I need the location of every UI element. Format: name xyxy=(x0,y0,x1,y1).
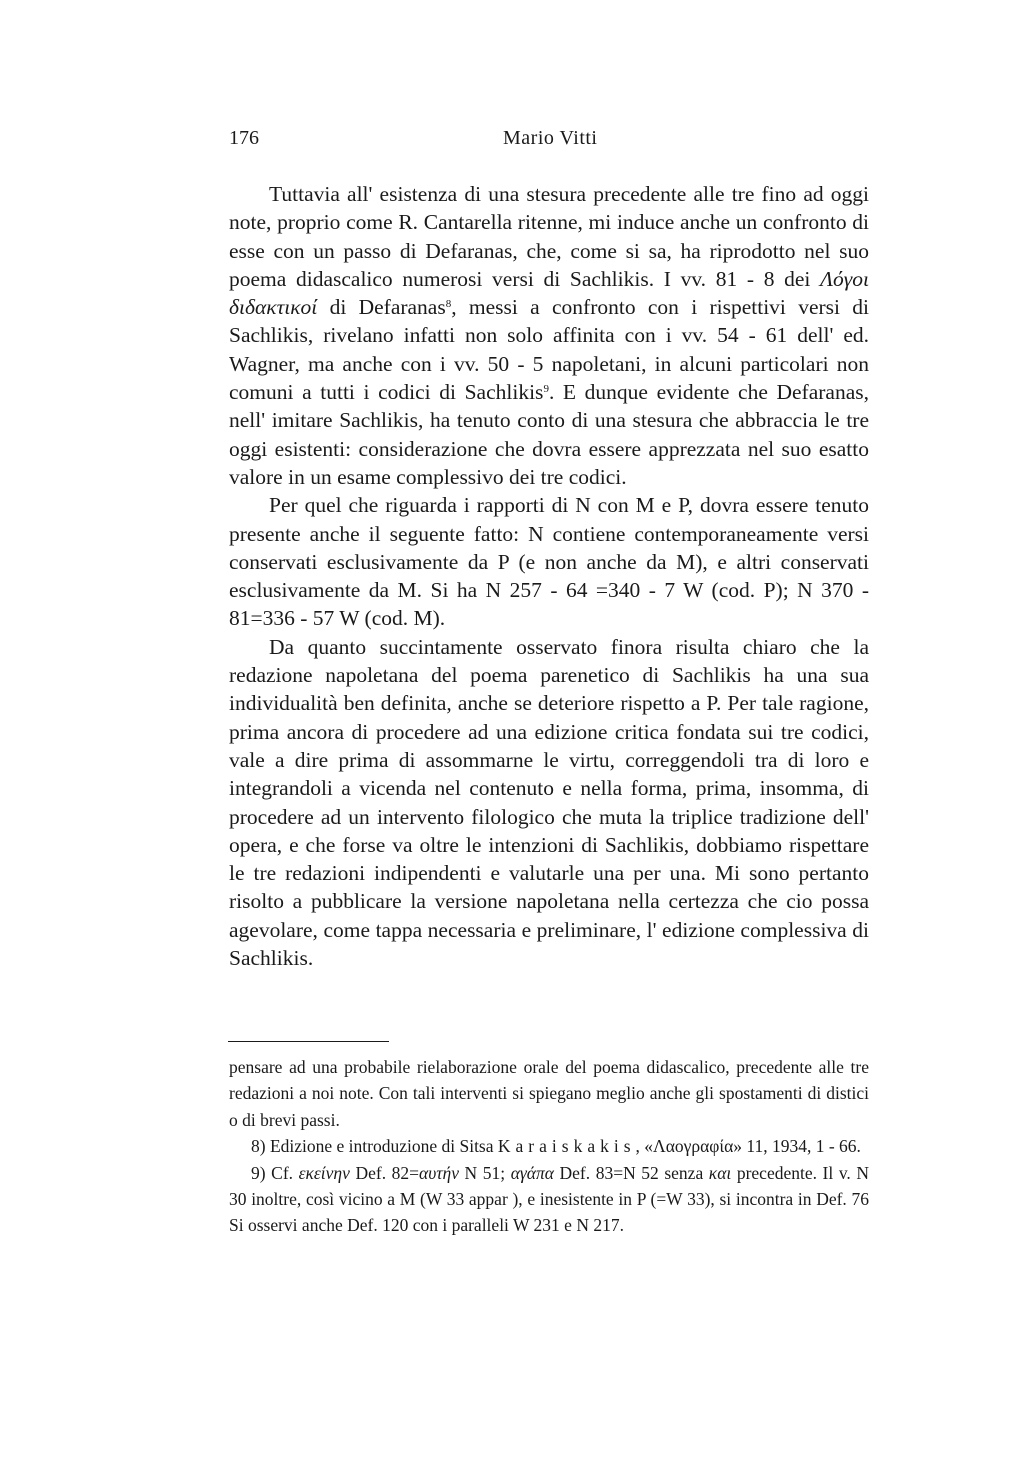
footnote-8-text-b: , «Λαογραφία» 11, 1934, 1 - 66. xyxy=(635,1136,861,1157)
footnote-9 xyxy=(229,1160,869,1239)
footnote-continuation: pensare ad una probabile rielaborazione orale del poema didascalico, precedente alle tre redazioni a noi note. Con tali interventi si spiegano meglio anche gli spostamenti di distici o di brevi passi. xyxy=(229,1057,869,1130)
paragraph-1-text-d: . E dunque evidente che Defaranas, nell' imitare Sachlikis, ha tenuto conto di una stesura che abbraccia le tre oggi esistenti: considerazione che dovra essere apprezzata nel suo esatto valore in un esame complessivo dei tre codici. xyxy=(229,380,869,489)
paragraph-1-text-a: Tuttavia all' esistenza di una stesura precedente alle tre fino ad oggi note, proprio come R. Cantarella ritenne, mi induce anche un confronto di esse con un passo di Defaranas, che, come si sa, ha riprodotto nel suo poema didascalico numerosi versi di Sachlikis. I vv. 81 - 8 dei xyxy=(229,182,869,291)
main-text xyxy=(229,180,869,972)
greek-word-3: αγάπα xyxy=(510,1162,554,1183)
paragraph-3: Da quanto succintamente osservato finora risulta chiaro che la redazione napoletana del poema parenetico di Sachlikis ha una sua individualità ben definita, anche se deteriore rispetto a P. Per tale ragione, prima ancora di procedere ad una edizione critica fondata sui tre codici, vale a dire prima di assommarne le virtu, correggendoli tra di loro e integrandoli a vicenda nel contenuto e nella forma, prima, insomma, di procedere ad un intervento filologico che muta la triplice tradizione dell' opera, e che forse va oltre le intenzioni di Sachlikis, dobbiamo rispettare le tre redazioni indipendenti e valutarle una per una. Mi sono pertanto risolto a pubblicare la versione napoletana nella certezza che cio possa agevolare, come tappa necessaria e preliminare, l' edizione complessiva di Sachlikis. xyxy=(229,634,869,971)
paragraph-1-text-c: , messi a confronto con i rispettivi versi di Sachlikis, rivelano infatti non solo affinita con i vv. 54 - 61 dell' ed. Wagner, ma anche con i vv. 50 - 5 napoletani, in alcuni particolari non comuni a tutti i codici di Sachlikis xyxy=(229,295,870,405)
footnote-8-text-a: Edizione e introduzione di Sitsa xyxy=(265,1136,498,1157)
footnote-8 xyxy=(229,1133,869,1159)
running-head: Mario Vitti xyxy=(503,127,598,149)
footnote-8-marker: 8) xyxy=(251,1136,266,1157)
footnote-9-text-d: Def. 83=N 52 senza xyxy=(553,1162,709,1183)
greek-word-4: και xyxy=(708,1162,732,1183)
greek-word-2: αυτήν xyxy=(419,1162,459,1183)
page-header xyxy=(229,127,669,157)
paragraph-1 xyxy=(229,180,869,491)
footnote-ref-9[interactable]: 9 xyxy=(543,383,549,396)
greek-word-1: εκείνην xyxy=(298,1162,350,1183)
footnote-9-text-e: precedente. Il v. N 30 inoltre, così vicino a M (W 33 appar ), e inesistente in P (=W 33), si incontra in Def. 76 Si osservi anche Def. 120 con i paralleli W 231 e N 217. xyxy=(229,1162,870,1236)
paragraph-1-text-b: di Defaranas xyxy=(317,295,446,320)
footnote-divider xyxy=(228,1041,389,1042)
footnotes xyxy=(229,1054,869,1239)
footnote-9-marker: 9) xyxy=(251,1162,266,1183)
paragraph-2: Per quel che riguarda i rapporti di N con M e P, dovra essere tenuto presente anche il seguente fatto: N contiene contemporaneamente versi conservati esclusivamente da P (e non anche da M), e altri conservati esclusivamente da M. Si ha N 257 - 64 =340 - 7 W (cod. P); N 370 - 81=336 - 57 W (cod. M). xyxy=(229,493,869,631)
footnote-9-text-c: N 51; xyxy=(458,1162,511,1183)
author-name-spaced: Karaiskakis xyxy=(497,1136,636,1157)
footnote-ref-8[interactable]: 8 xyxy=(445,298,452,311)
page-number: 176 xyxy=(229,127,259,149)
footnote-9-text-b: Def. 82= xyxy=(349,1162,420,1183)
footnote-9-text-a: Cf. xyxy=(265,1162,299,1183)
greek-title: Λόγοι διδακτικοί xyxy=(229,266,869,320)
